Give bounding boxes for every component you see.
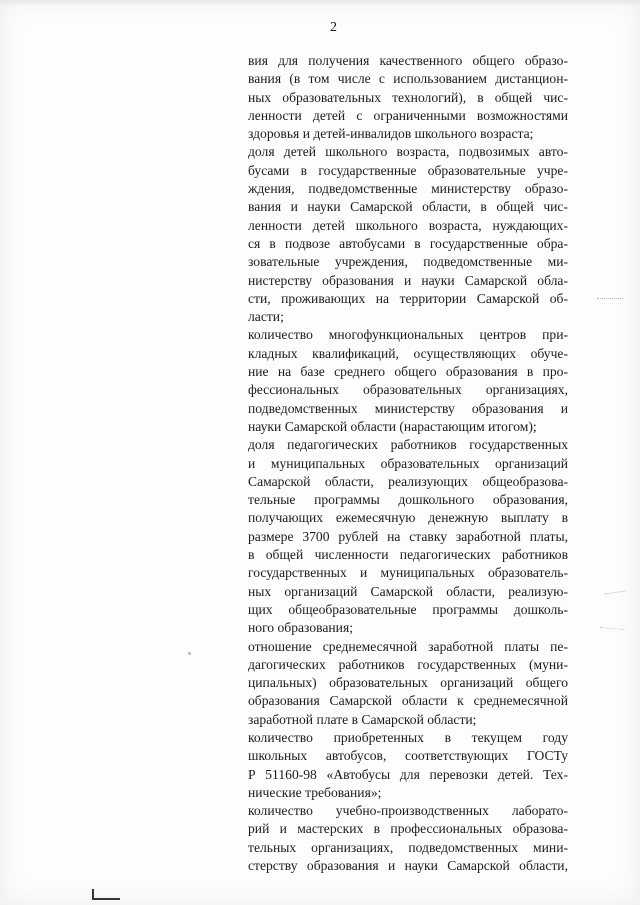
document-line: вия для получения качественного общего образо- <box>248 53 568 68</box>
document-line: ных организаций Самарской области, реализую- <box>248 583 568 599</box>
document-line: тельные программы дошкольного образования, <box>248 492 568 508</box>
document-line: вания и науки Самарской области, в общей чис- <box>248 199 568 215</box>
document-line: ного образования; <box>248 620 353 636</box>
document-line: образования Самарской области к среднемесячной <box>248 693 568 709</box>
document-line: размере 3700 рублей на ставку заработной платы, <box>248 528 568 544</box>
scan-artifact <box>604 590 626 597</box>
document-line: дагогических работников государственных (муни- <box>248 656 568 672</box>
scan-artifact <box>188 652 191 655</box>
document-line: Р 51160-98 «Автобусы для перевозки детей. Тех- <box>248 766 568 782</box>
document-line: ленности детей с ограниченными возможностями <box>248 107 568 123</box>
document-line: здоровья и детей-инвалидов школьного возраста; <box>248 126 534 142</box>
document-line: стерству образования и науки Самарской области, <box>248 858 568 874</box>
document-line: в общей численности педагогических работников <box>248 547 568 563</box>
document-line: доля педагогических работников государственных <box>248 437 568 453</box>
document-line: доля детей школьного возраста, подвозимых авто- <box>248 144 568 160</box>
document-line: науки Самарской области (нарастающим итогом); <box>248 418 537 434</box>
scan-artifact <box>600 627 624 633</box>
document-line: Самарской области, реализующих общеобразова- <box>248 473 568 489</box>
document-line: ние на базе среднего общего образования в про- <box>248 364 568 380</box>
text-column <box>248 52 568 875</box>
document-line: бусами в государственные образовательные учре- <box>248 162 568 178</box>
document-line: количество учебно-производственных лаборато- <box>248 803 568 819</box>
document-line: нистерству образования и науки Самарской обла- <box>248 272 568 288</box>
document-line: фессиональных образовательных организациях, <box>248 382 568 398</box>
document-line: подведомственных министерству образования и <box>248 400 568 416</box>
document-line: получающих ежемесячную денежную выплату в <box>248 510 568 526</box>
document-line: количество многофункциональных центров при- <box>248 327 568 343</box>
document-line: ных образовательных технологий), в общей чис- <box>248 89 568 105</box>
document-line: ся в подвозе автобусами в государственные обра- <box>248 235 568 251</box>
document-line: ципальных) образовательных организаций общего <box>248 675 568 691</box>
scan-artifact <box>597 298 623 302</box>
document-line: и муниципальных образовательных организаций <box>248 455 568 471</box>
document-line: отношение среднемесячной заработной платы пе- <box>248 638 568 654</box>
document-line: рий и мастерских в профессиональных образова- <box>248 821 568 837</box>
document-line: зовательные учреждения, подведомственные ми- <box>248 254 568 270</box>
document-line: ласти; <box>248 309 284 325</box>
document-line: государственных и муниципальных образователь- <box>248 565 568 581</box>
document-line: заработной плате в Самарской области; <box>248 711 477 727</box>
document-line: школьных автобусов, соответствующих ГОСТу <box>248 748 568 764</box>
document-line: ленности детей школьного возраста, нуждающих- <box>248 217 568 233</box>
document-line: вания (в том числе с использованием дистанцион- <box>248 71 568 87</box>
document-line: количество приобретенных в текущем году <box>248 729 568 745</box>
scan-artifact <box>0 0 640 6</box>
document-line: кладных квалификаций, осуществляющих обуче- <box>248 345 568 361</box>
scan-artifact <box>92 889 120 900</box>
page-number: 2 <box>330 20 337 35</box>
document-line: щих общеобразовательные программы дошколь- <box>248 601 568 617</box>
document-line: сти, проживающих на территории Самарской об- <box>248 290 568 306</box>
document-line: тельных организациях, подведомственных мини- <box>248 839 568 855</box>
document-line: ждения, подведомственные министерству образо- <box>248 181 568 197</box>
document-line: нические требования»; <box>248 784 382 800</box>
